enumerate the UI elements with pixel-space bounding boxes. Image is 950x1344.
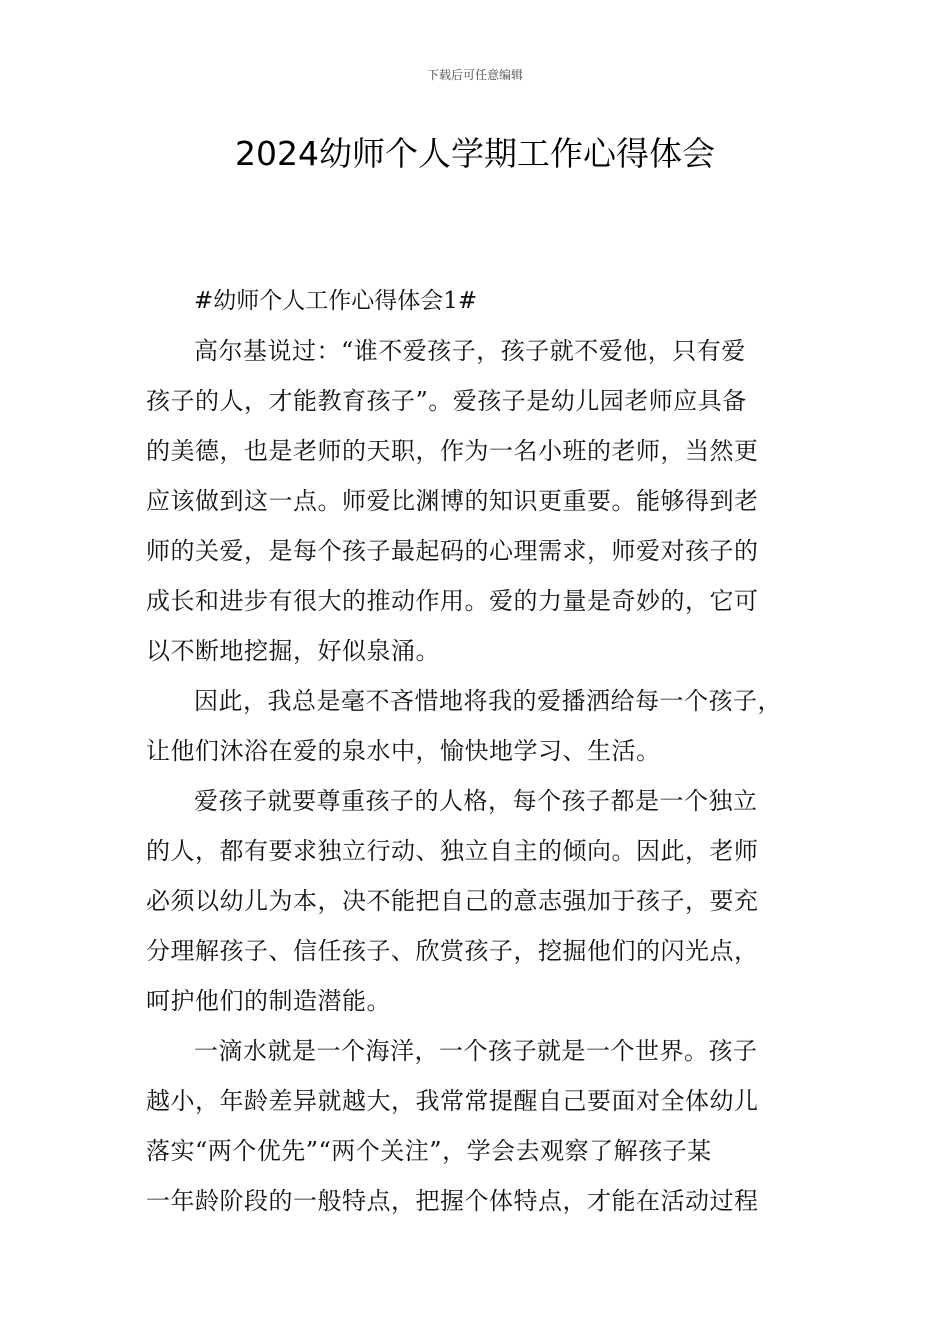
paragraph-line: 分理解孩子、信任孩子、欣赏孩子，挖掘他们的闪光点， [146, 937, 759, 965]
paragraph-line: 一滴水就是一个海洋，一个孩子就是一个世界。孩子 [194, 1037, 758, 1065]
paragraph-line: 一年龄阶段的一般特点，把握个体特点，才能在活动过程 [146, 1187, 759, 1215]
document-body [146, 276, 806, 1226]
paragraph-line: 落实“两个优先”“两个关注”，学会去观察了解孩子某 [146, 1137, 712, 1165]
paragraph-line: 孩子的人，才能教育孩子”。爱孩子是幼儿园老师应具备 [146, 387, 747, 415]
paragraph-line: 让他们沐浴在爱的泉水中，愉快地学习、生活。 [146, 737, 661, 765]
paragraph-line: 越小，年龄差异就越大，我常常提醒自己要面对全体幼儿 [146, 1087, 759, 1115]
paragraph-1 [146, 326, 806, 676]
paragraph-line: 应该做到这一点。师爱比渊博的知识更重要。能够得到老 [146, 487, 759, 515]
paragraph-4 [146, 1026, 806, 1226]
paragraph-line: 呵护他们的制造潜能。 [146, 987, 391, 1015]
paragraph-3 [146, 776, 806, 1026]
paragraph-2 [146, 676, 806, 776]
paragraph-line: 成长和进步有很大的推动作用。爱的力量是奇妙的，它可 [146, 587, 759, 615]
document-title: 2024幼师个人学期工作心得体会 [235, 134, 715, 173]
paragraph-line: 必须以幼儿为本，决不能把自己的意志强加于孩子，要充 [146, 887, 759, 915]
paragraph-line: 高尔基说过：“谁不爱孩子，孩子就不爱他，只有爱 [194, 337, 746, 365]
paragraph-line: 的人，都有要求独立行动、独立自主的倾向。因此，老师 [146, 837, 759, 865]
section-heading: #幼师个人工作心得体会1# [194, 288, 478, 314]
paragraph-line: 的美德，也是老师的天职，作为一名小班的老师，当然更 [146, 437, 759, 465]
paragraph-line: 爱孩子就要尊重孩子的人格，每个孩子都是一个独立 [194, 787, 758, 815]
paragraph-line: 师的关爱，是每个孩子最起码的心理需求，师爱对孩子的 [146, 537, 759, 565]
header-note: 下载后可任意编辑 [426, 68, 523, 82]
paragraph-line: 以不断地挖掘，好似泉涌。 [146, 637, 440, 665]
paragraph-line: 因此，我总是毫不吝惜地将我的爱播洒给每一个孩子， [194, 687, 782, 715]
